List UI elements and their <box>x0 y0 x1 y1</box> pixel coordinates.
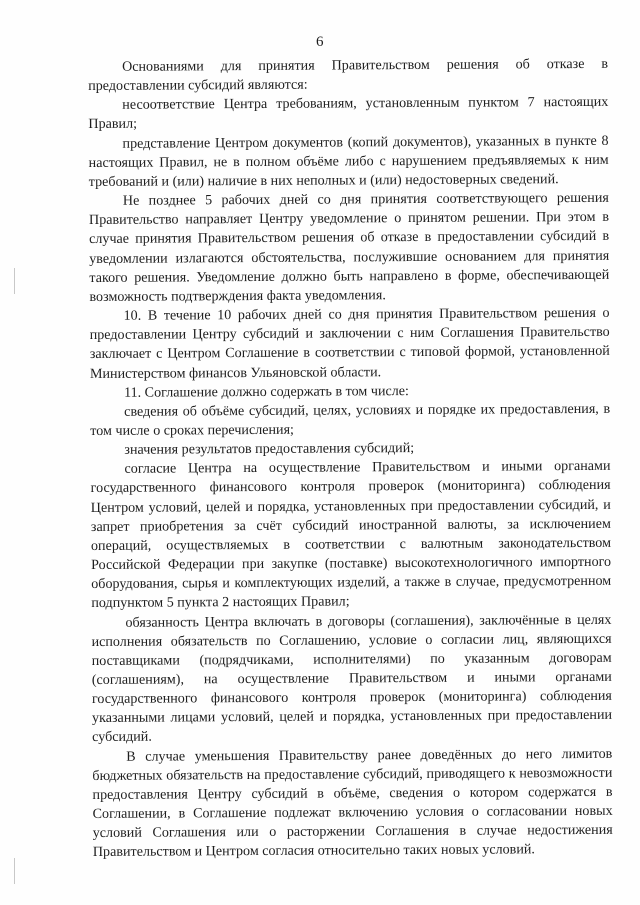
paragraph-notification: Не позднее 5 рабочих дней со дня принятия соответствующего решения Правительство направляет Центру уведомление о принятом решении. При этом в случае принятия Правительством решения об отказе в предоставлении субсидий в уведомлении излагаются обстоятельства, послужившие основанием для принятия такого решения. Уведомление должно быть направлено в форме, обеспечивающей возможность подтверждения факта уведомления. <box>88 189 610 305</box>
paragraph-item-10: 10. В течение 10 рабочих дней со дня принятия Правительством решения о предоставлении Центру субсидий и заключении с ним Соглашения Правительство заключает с Центром Соглашение в соответствии с типовой формой, установленной Министерством финансов Ульяновской области. <box>89 304 610 382</box>
paragraph-incomplete-documents: представление Центром документов (копий документов), указанных в пункте 8 настоящих Правил, не в полном объёме либо с нарушением предъявляемых к ним требований и (или) наличие в них неполных и (или) недостоверных сведений. <box>88 132 609 190</box>
document-body <box>88 55 613 863</box>
paragraph-control-consent: согласие Центра на осуществление Правительством и иными органами государственного финансового контроля проверок (мониторинга) соблюдения Центром условий, целей и порядка, установленных при предоставлении субсидий, и запрет приобретения за счёт субсидий иностранной валюты, за исключением операций, осуществляемых в соответствии с валютным законодательством Российской Федерации при закупке (поставке) высокотехнологичного импортного оборудования, сырья и комплектующих изделий, а также в случае, предусмотренном подпунктом 5 пункта 2 настоящих Правил; <box>90 458 612 612</box>
paragraph-noncompliance: несоответствие Центра требованиям, установленным пунктом 7 настоящих Правил; <box>88 94 609 133</box>
paragraph-subsidy-details: сведения об объёме субсидий, целях, условиях и порядке их предоставления, в том числе о сроках перечисления; <box>90 400 611 439</box>
page-number: 6 <box>316 34 324 50</box>
paragraph-refusal-grounds: Основаниями для принятия Правительством решения об отказе в предоставлении субсидий являются: <box>88 55 609 95</box>
paragraph-limit-reduction: В случае уменьшения Правительству ранее доведённых до него лимитов бюджетных обязательств на предоставление субсидий, приводящего к невозможности предоставления Центру субсидий в объёме, сведения о котором содержатся в Соглашении, в Соглашение подлежат включению условия о согласовании новых условий Соглашения или о расторжении Соглашения в случае недостижения Правительством и Центром согласия относительно таких новых условий. <box>92 745 613 861</box>
scan-margin-mark <box>14 268 15 294</box>
paragraph-results: значения результатов предоставления субсидий; <box>124 440 415 458</box>
paragraph-contract-obligation: обязанность Центра включать в договоры (соглашения), заключённые в целях исполнения обязательств по Соглашению, условие о согласии лиц, являющихся поставщиками (подрядчиками, исполнителями) по указанным договорам (соглашениям), на осуществление Правительством и иными органами государственного финансового контроля проверок (мониторинга) соблюдения указанными лицами условий, целей и порядка, установленных при предоставлении субсидий. <box>91 611 613 746</box>
scan-margin-mark <box>14 858 15 884</box>
paragraph-item-11: 11. Соглашение должно содержать в том числе: <box>123 382 409 401</box>
